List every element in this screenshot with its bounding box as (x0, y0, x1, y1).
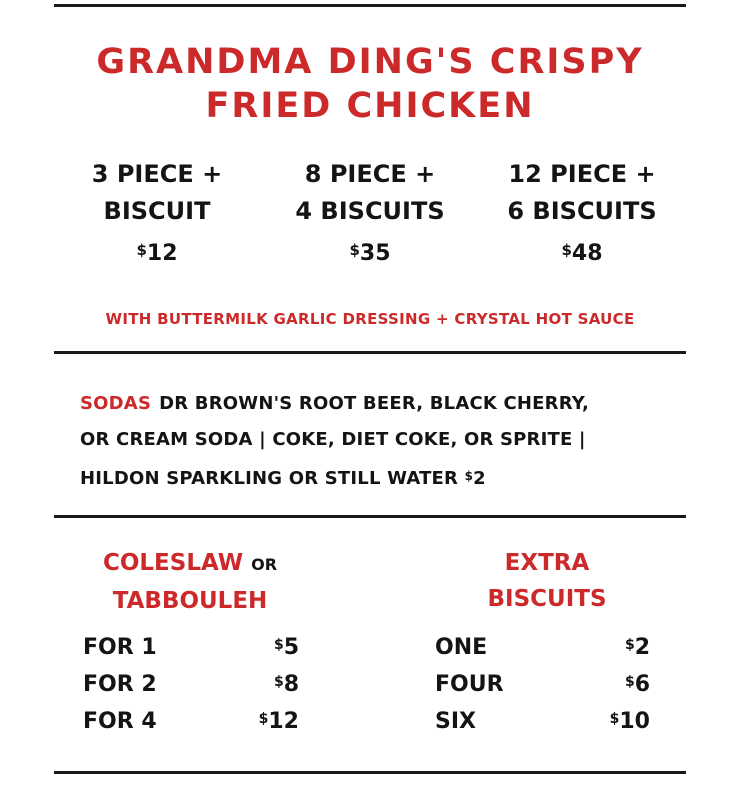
biscuits-row (435, 635, 650, 660)
sides-row-label: FOR 1 (83, 635, 157, 660)
sodas-text-2: OR CREAM SODA | COKE, DIET COKE, OR SPRITE | (80, 429, 586, 450)
sodas-text-1: DR BROWN'S ROOT BEER, BLACK CHERRY, (159, 393, 590, 414)
sodas-section (80, 386, 680, 497)
section-divider (54, 515, 686, 518)
menu-title: GRANDMA DING'S CRISPY FRIED CHICKEN (96, 42, 644, 126)
currency-symbol: $ (624, 637, 635, 653)
currency-symbol: $ (136, 241, 147, 259)
currency-symbol: $ (561, 241, 572, 259)
combo-3-piece (42, 156, 272, 266)
currency-symbol: $ (609, 711, 620, 727)
biscuits-row-price (625, 672, 650, 697)
sides-row-label: FOR 4 (83, 709, 157, 734)
combo-name-line2: BISCUIT (103, 197, 211, 225)
dressing-note: WITH BUTTERMILK GARLIC DRESSING + CRYSTAL HOT SAUCE (105, 310, 635, 328)
biscuits-row-price (625, 635, 650, 660)
sides-heading (84, 545, 296, 619)
combo-price (467, 241, 697, 266)
combo-name-line2: 4 BISCUITS (295, 197, 445, 225)
sides-row-price (274, 672, 299, 697)
combo-name-line1: 12 PIECE + (508, 160, 656, 188)
sides-heading-line1 (84, 545, 296, 583)
sodas-price: 2 (473, 468, 486, 489)
price-value: 6 (634, 672, 650, 697)
currency-symbol: $ (258, 711, 269, 727)
sodas-text-3: HILDON SPARKLING OR STILL WATER (80, 468, 459, 489)
biscuits-row (435, 672, 650, 697)
currency-symbol: $ (273, 674, 284, 690)
sides-row-price (274, 635, 299, 660)
biscuits-row-label: FOUR (435, 672, 504, 697)
sodas-line3 (80, 458, 680, 497)
currency-symbol: $ (624, 674, 635, 690)
bottom-divider (54, 771, 686, 774)
price-value: 12 (146, 241, 178, 266)
sides-row (83, 709, 299, 734)
combo-name-line1: 3 PIECE + (91, 160, 223, 188)
price-value: 35 (359, 241, 391, 266)
biscuits-row-label: SIX (435, 709, 476, 734)
sides-row (83, 635, 299, 660)
biscuits-heading (447, 545, 647, 617)
combo-name-line1: 8 PIECE + (304, 160, 436, 188)
price-value: 12 (268, 709, 299, 734)
price-value: 10 (619, 709, 650, 734)
currency-symbol: $ (349, 241, 360, 259)
combo-price (42, 241, 272, 266)
price-value: 5 (283, 635, 299, 660)
sodas-label: SODAS (80, 393, 152, 414)
sides-row-price (259, 709, 299, 734)
price-value: 48 (571, 241, 603, 266)
sides-heading-part1: COLESLAW (102, 550, 244, 576)
biscuits-row-price (610, 709, 650, 734)
sodas-line1 (80, 386, 680, 422)
sides-heading-or: OR (251, 555, 278, 574)
biscuits-row (435, 709, 650, 734)
price-value: 2 (634, 635, 650, 660)
biscuits-heading-line2: BISCUITS (487, 586, 607, 612)
combo-8-piece (255, 156, 485, 266)
biscuits-heading-line1: EXTRA (504, 550, 590, 576)
sides-row (83, 672, 299, 697)
combo-name-line2: 6 BISCUITS (507, 197, 657, 225)
sides-row-label: FOR 2 (83, 672, 157, 697)
top-divider (54, 4, 686, 7)
combo-12-piece (467, 156, 697, 266)
section-divider (54, 351, 686, 354)
biscuits-row-label: ONE (435, 635, 488, 660)
currency-symbol: $ (464, 469, 474, 483)
sides-heading-part2: TABBOULEH (112, 588, 268, 614)
combo-price (255, 241, 485, 266)
currency-symbol: $ (273, 637, 284, 653)
price-value: 8 (283, 672, 299, 697)
